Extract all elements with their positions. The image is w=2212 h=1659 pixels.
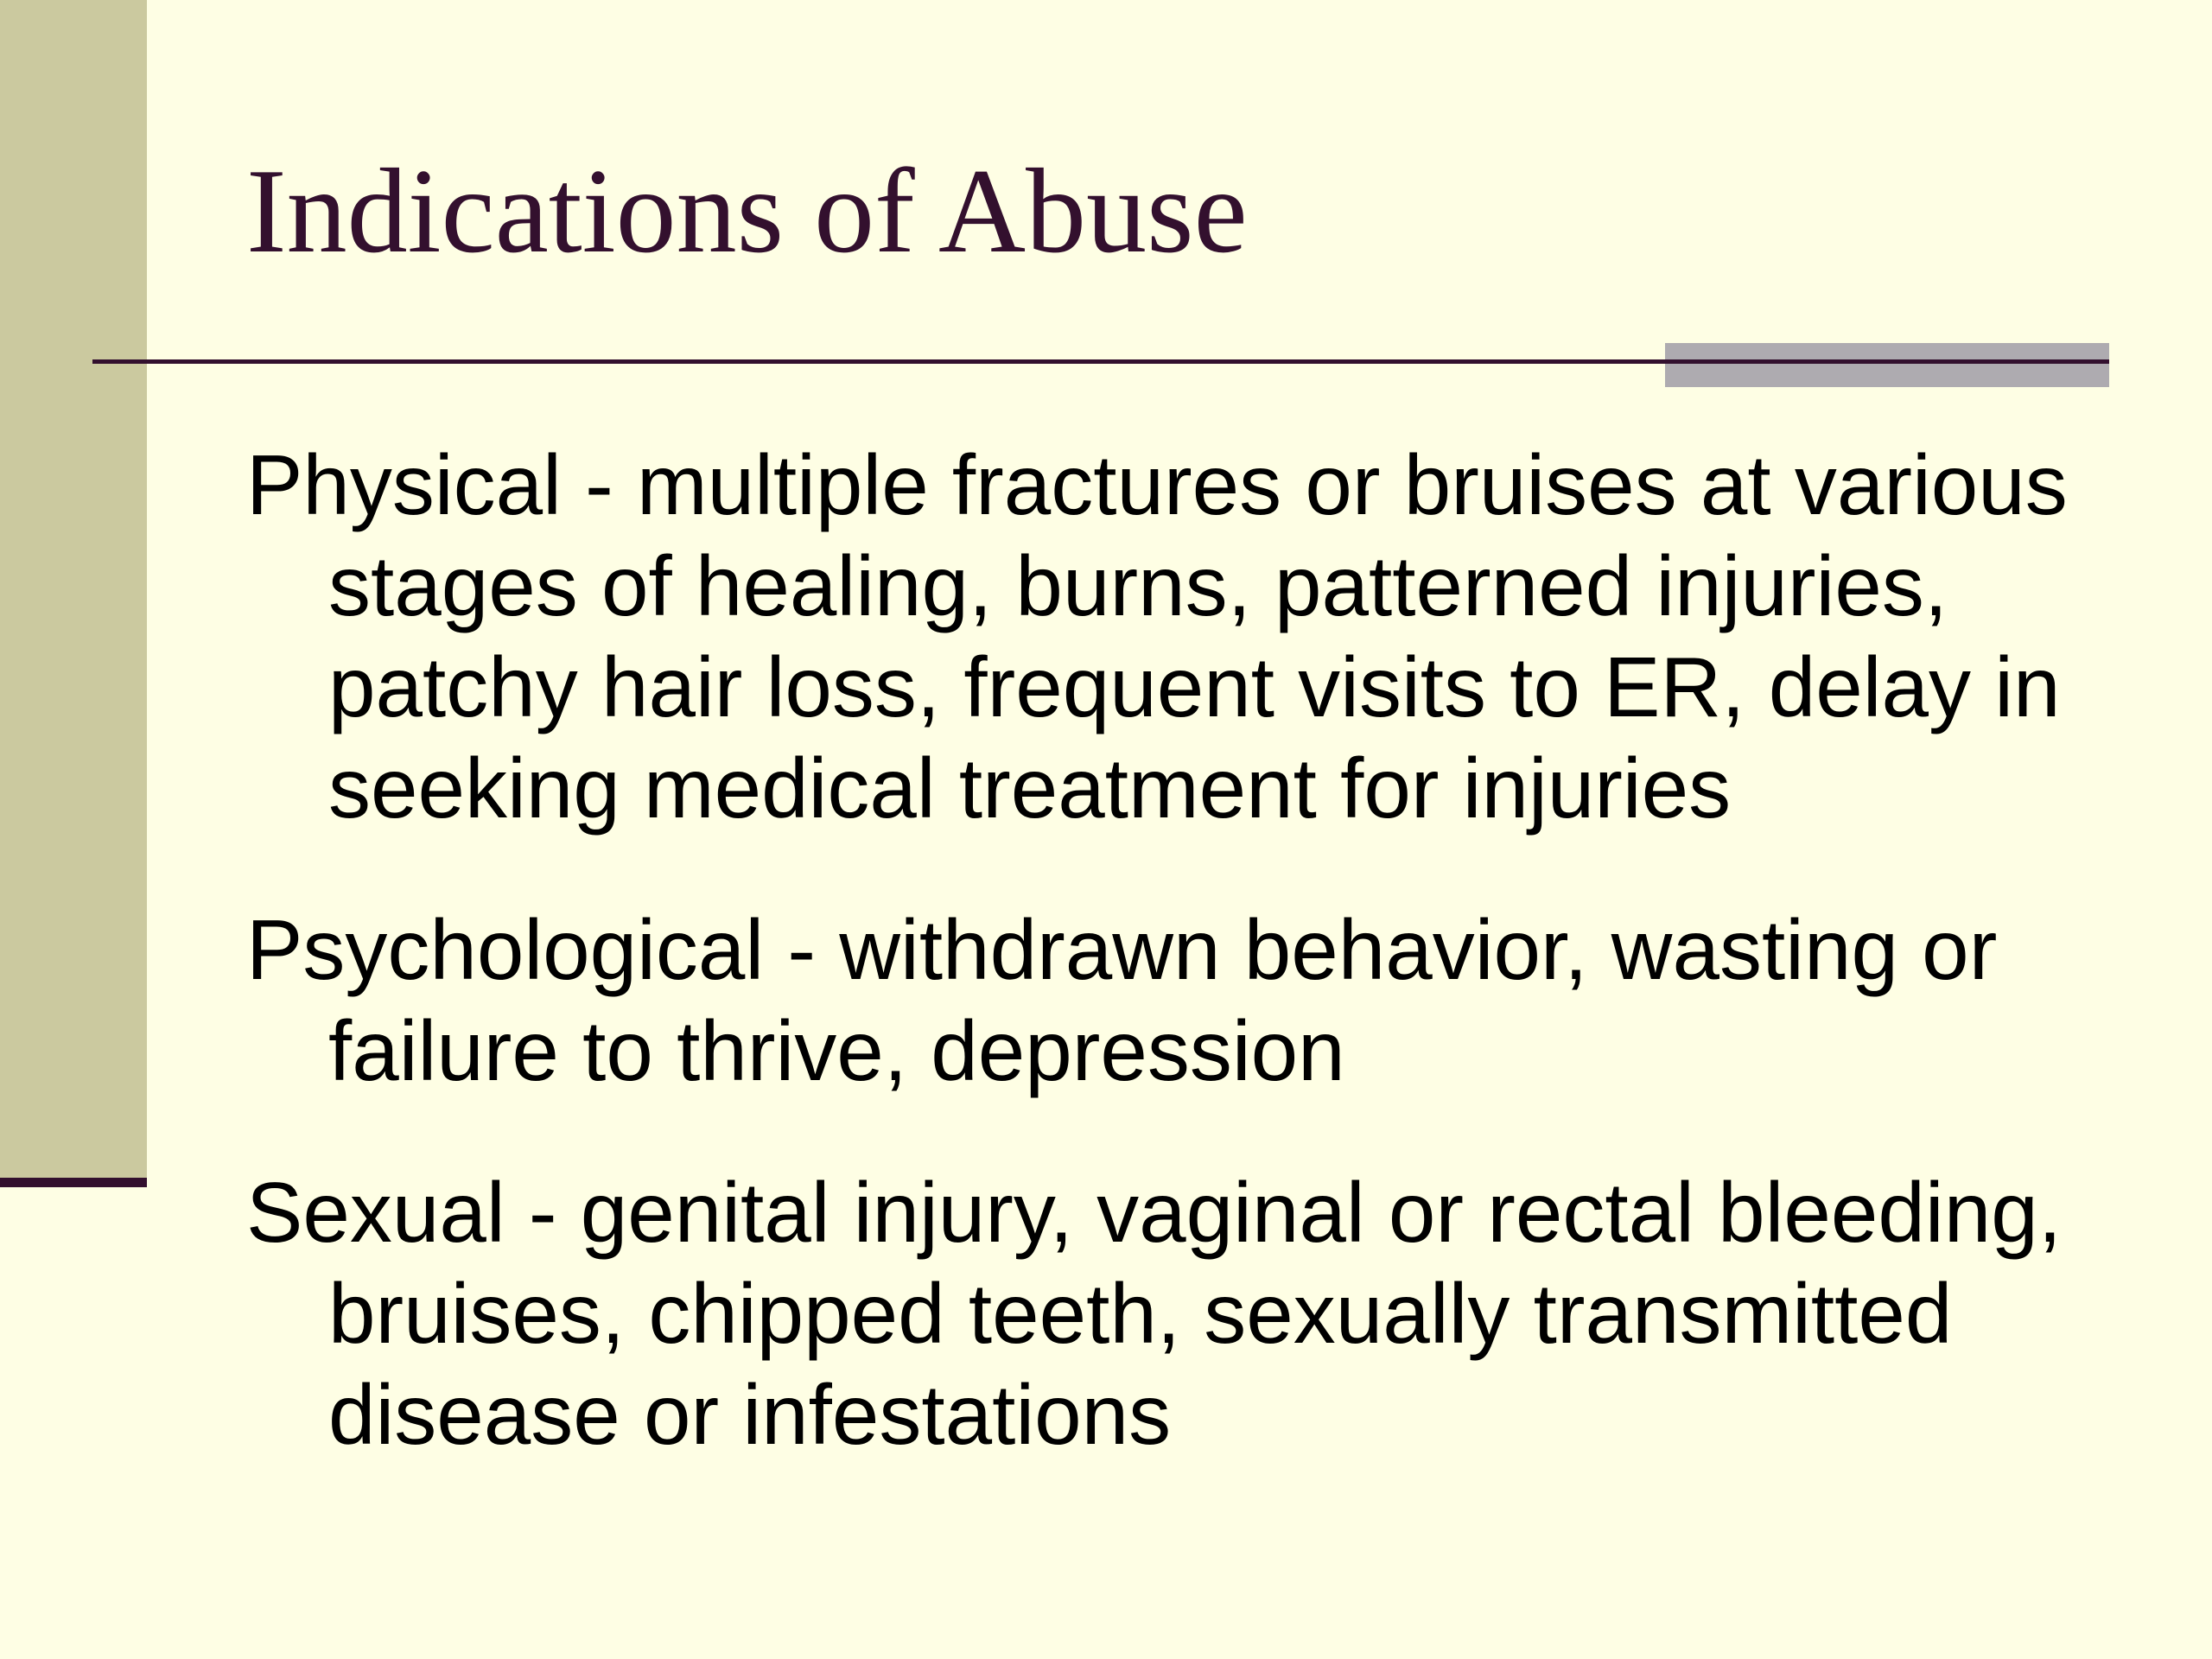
list-item-sexual: Sexual - genital injury, vaginal or rectal bleeding, bruises, chipped teeth, sexually transmitted disease or infestations [246, 1165, 2062, 1462]
title-rule-bar-line [1665, 359, 2109, 364]
title-rule-bar [1665, 343, 2109, 387]
list-item-psychological: Psychological - withdrawn behavior, wasting or failure to thrive, depression [246, 902, 1998, 1098]
sidebar-accent-line [0, 1178, 147, 1187]
slide-title: Indications of Abuse [246, 144, 1248, 278]
list-item-physical: Physical - multiple fractures or bruises at various stages of healing, burns, patterned injuries, patchy hair loss, frequent visits to ER, delay in seeking medical treatment for injuries [246, 437, 2068, 836]
left-sidebar-band [0, 0, 147, 1178]
bullet-list [246, 435, 2078, 1526]
